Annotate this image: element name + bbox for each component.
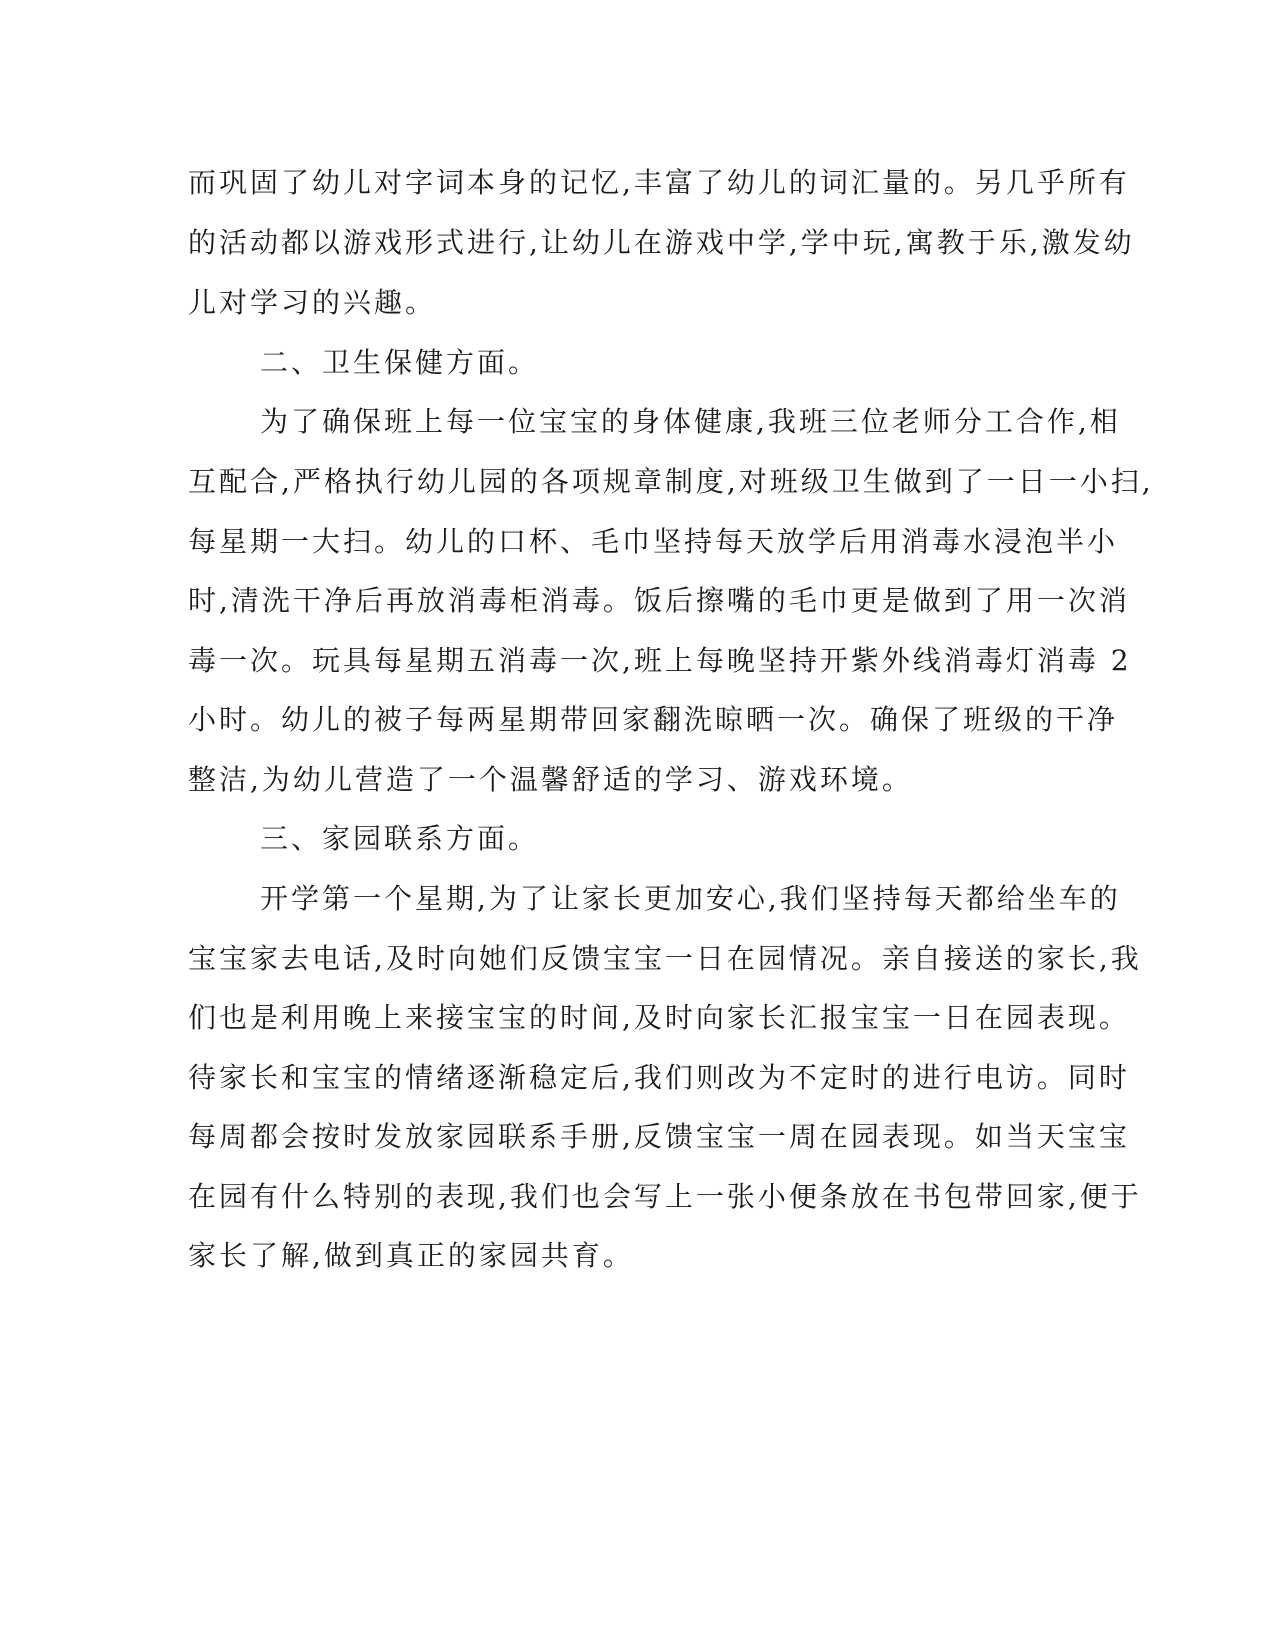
text-line: 们也是利用晚上来接宝宝的时间,及时向家长汇报宝宝一日在园表现。	[188, 1001, 1130, 1034]
text-line: 的活动都以游戏形式进行,让幼儿在游戏中学,学中玩,寓教于乐,激发幼	[188, 226, 1135, 259]
text-line: 时,清洗干净后再放消毒柜消毒。饭后擦嘴的毛巾更是做到了用一次消	[188, 584, 1130, 617]
text-line: 小时。幼儿的被子每两星期带回家翻洗晾晒一次。确保了班级的干净	[188, 703, 1119, 736]
section-heading: 二、卫生保健方面。	[260, 346, 540, 379]
text-line: 毒一次。玩具每星期五消毒一次,班上每晚坚持开紫外线消毒灯消毒 2	[188, 644, 1132, 677]
text-line: 整洁,为幼儿营造了一个温馨舒适的学习、游戏环境。	[188, 763, 913, 796]
text-line: 家长了解,做到真正的家园共育。	[188, 1239, 634, 1272]
text-line: 每周都会按时发放家园联系手册,反馈宝宝一周在园表现。如当天宝宝	[188, 1120, 1130, 1153]
text-line: 为了确保班上每一位宝宝的身体健康,我班三位老师分工合作,相	[260, 405, 1121, 438]
text-line: 在园有什么特别的表现,我们也会写上一张小便条放在书包带回家,便于	[188, 1180, 1142, 1213]
text-line: 宝宝家去电话,及时向她们反馈宝宝一日在园情况。亲自接送的家长,我	[188, 942, 1142, 975]
text-line: 开学第一个星期,为了让家长更加安心,我们坚持每天都给坐车的	[260, 882, 1121, 915]
text-line: 每星期一大扫。幼儿的口杯、毛巾坚持每天放学后用消毒水浸泡半小	[188, 525, 1119, 558]
text-line: 而巩固了幼儿对字词本身的记忆,丰富了幼儿的词汇量的。另几乎所有	[188, 166, 1130, 199]
text-line: 儿对学习的兴趣。	[188, 286, 437, 319]
section-heading: 三、家园联系方面。	[260, 822, 540, 855]
text-line: 待家长和宝宝的情绪逐渐稳定后,我们则改为不定时的进行电访。同时	[188, 1061, 1130, 1094]
text-line: 互配合,严格执行幼儿园的各项规章制度,对班级卫生做到了一日一小扫,	[188, 465, 1154, 498]
